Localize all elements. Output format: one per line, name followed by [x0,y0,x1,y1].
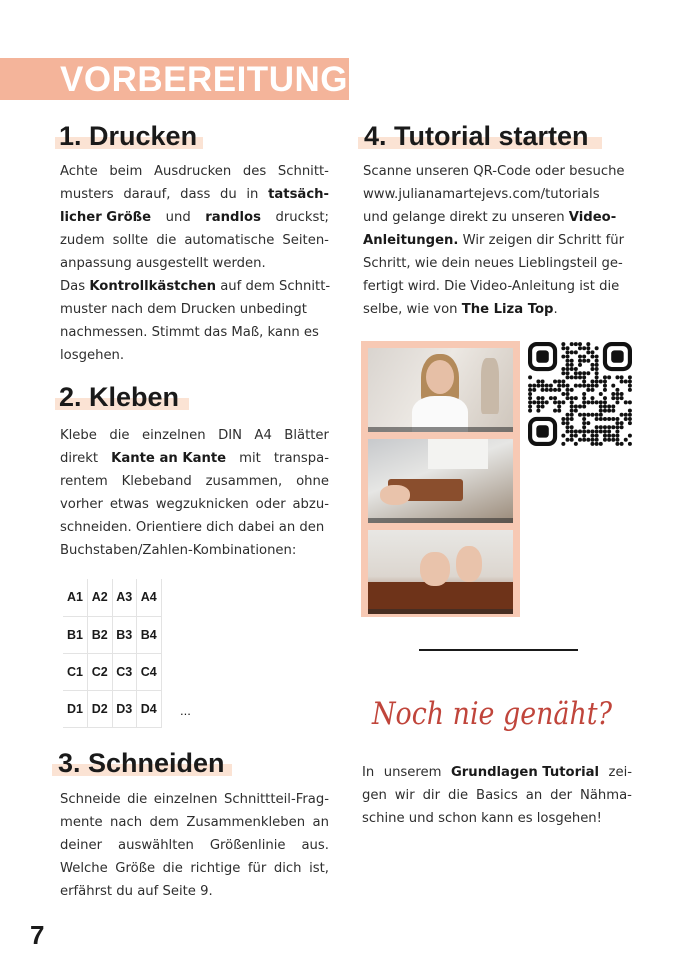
section-divider [419,649,578,651]
sheet-grid [63,579,162,728]
grid-cell: D4 [137,690,162,727]
heading-drucken: 1. Drucken [59,121,198,151]
grid-cell: D3 [112,690,137,727]
text-line: Das Kontrollkästchen auf dem Schnitt- [60,279,331,294]
text-line: deiner auswählten Größenlinie aus. [60,838,329,853]
text-line: mente nach dem Zusammenkleben an [60,815,329,830]
text-line: muster nach dem Drucken unbedingt [60,302,307,317]
grid-cell: C1 [63,653,88,690]
text-line: Scanne unseren QR-Code oder besuche [363,164,625,179]
qr-code-icon[interactable] [528,342,632,446]
text-line: Klebe die einzelnen DIN A4 Blätter [60,428,329,443]
text-line: vorher etwas wegzuknicken oder abzu- [60,497,329,512]
video-controls-bar [368,518,513,523]
grid-cell: A4 [137,579,162,616]
grid-cell: A3 [112,579,137,616]
paragraph-schneiden [60,788,329,903]
hand-image [456,546,482,582]
text-line: selbe, wie von The Liza Top. [363,302,558,317]
grid-cell: B3 [112,616,137,653]
text-line: musters darauf, dass du in tatsäch- [60,187,329,202]
text-line: Schritt, wie dein neues Lieblingsteil ge- [363,256,623,271]
paragraph-genaeht [362,761,632,830]
grid-cell: C3 [112,653,137,690]
text-line: nachmessen. Stimmt das Maß, kann es [60,325,319,340]
grid-cell: A2 [88,579,113,616]
text-line: losgehen. [60,348,125,363]
grid-row [63,653,161,690]
grid-row [63,579,161,616]
video-thumbnail-3[interactable] [368,530,513,614]
dress-form-image [481,358,499,414]
person-face-image [426,360,454,394]
video-thumbnail-2[interactable] [368,439,513,523]
text-line: rentem Klebeband zusammen, ohne [60,474,329,489]
grid-cell: B4 [137,616,162,653]
text-line: anpassung ausgestellt werden. [60,256,266,271]
grid-cell: A1 [63,579,88,616]
paragraph-tutorial [363,160,638,321]
grid-cell: B2 [88,616,113,653]
grid-ellipsis: ... [180,703,191,718]
video-thumbnail-1[interactable] [368,348,513,432]
script-title: Noch nie genäht? [371,696,613,732]
paragraph-drucken [60,160,329,367]
heading-schneiden: 3. Schneiden [58,748,225,778]
text-line: zudem sollte die automatische Seiten- [60,233,329,248]
script-heading [366,676,634,756]
text-line: Achte beim Ausdrucken des Schnitt- [60,164,329,179]
text-line: erfährst du auf Seite 9. [60,884,213,899]
hand-image [380,485,410,505]
grid-cell: B1 [63,616,88,653]
text-line: licher Größe und randlos druckst; [60,210,329,225]
text-line: fertigt wird. Die Video-Anleitung ist die [363,279,620,294]
text-line: und gelange direkt zu unseren Video- [363,210,617,225]
text-line: Buchstaben/Zahlen-Kombinationen: [60,543,297,558]
heading-kleben: 2. Kleben [59,382,180,412]
tutorial-screenshots [361,341,520,617]
text-line: Schneide die einzelnen Schnittteil-Frag- [60,792,329,807]
heading-tutorial: 4. Tutorial starten [364,121,589,151]
text-line: In unserem Grundlagen Tutorial zei- [362,765,632,780]
grid-cell: C4 [137,653,162,690]
text-line: Welche Größe die richtige für dich ist, [60,861,329,876]
paragraph-kleben [60,424,329,562]
page-number: 7 [30,920,45,950]
video-controls-bar [368,609,513,614]
grid-row [63,690,161,727]
text-line: direkt Kante an Kante mit transpa- [60,451,329,466]
grid-cell: C2 [88,653,113,690]
text-line: schine und schon kann es losgehen! [362,811,602,826]
text-line: schneiden. Orientiere dich dabei an den [60,520,325,535]
text-line: Anleitungen. Wir zeigen dir Schritt für [363,233,625,248]
grid-row [63,616,161,653]
text-line: gen wir dir die Basics an der Nähma- [362,788,632,803]
grid-cell: D1 [63,690,88,727]
video-controls-bar [368,427,513,432]
grid-cell: D2 [88,690,113,727]
sewing-machine-image [428,439,488,469]
hand-image [420,552,450,586]
tutorial-link[interactable]: www.julianamartejevs.com/tutorials [363,187,600,202]
page-title: VORBEREITUNG [60,60,348,99]
